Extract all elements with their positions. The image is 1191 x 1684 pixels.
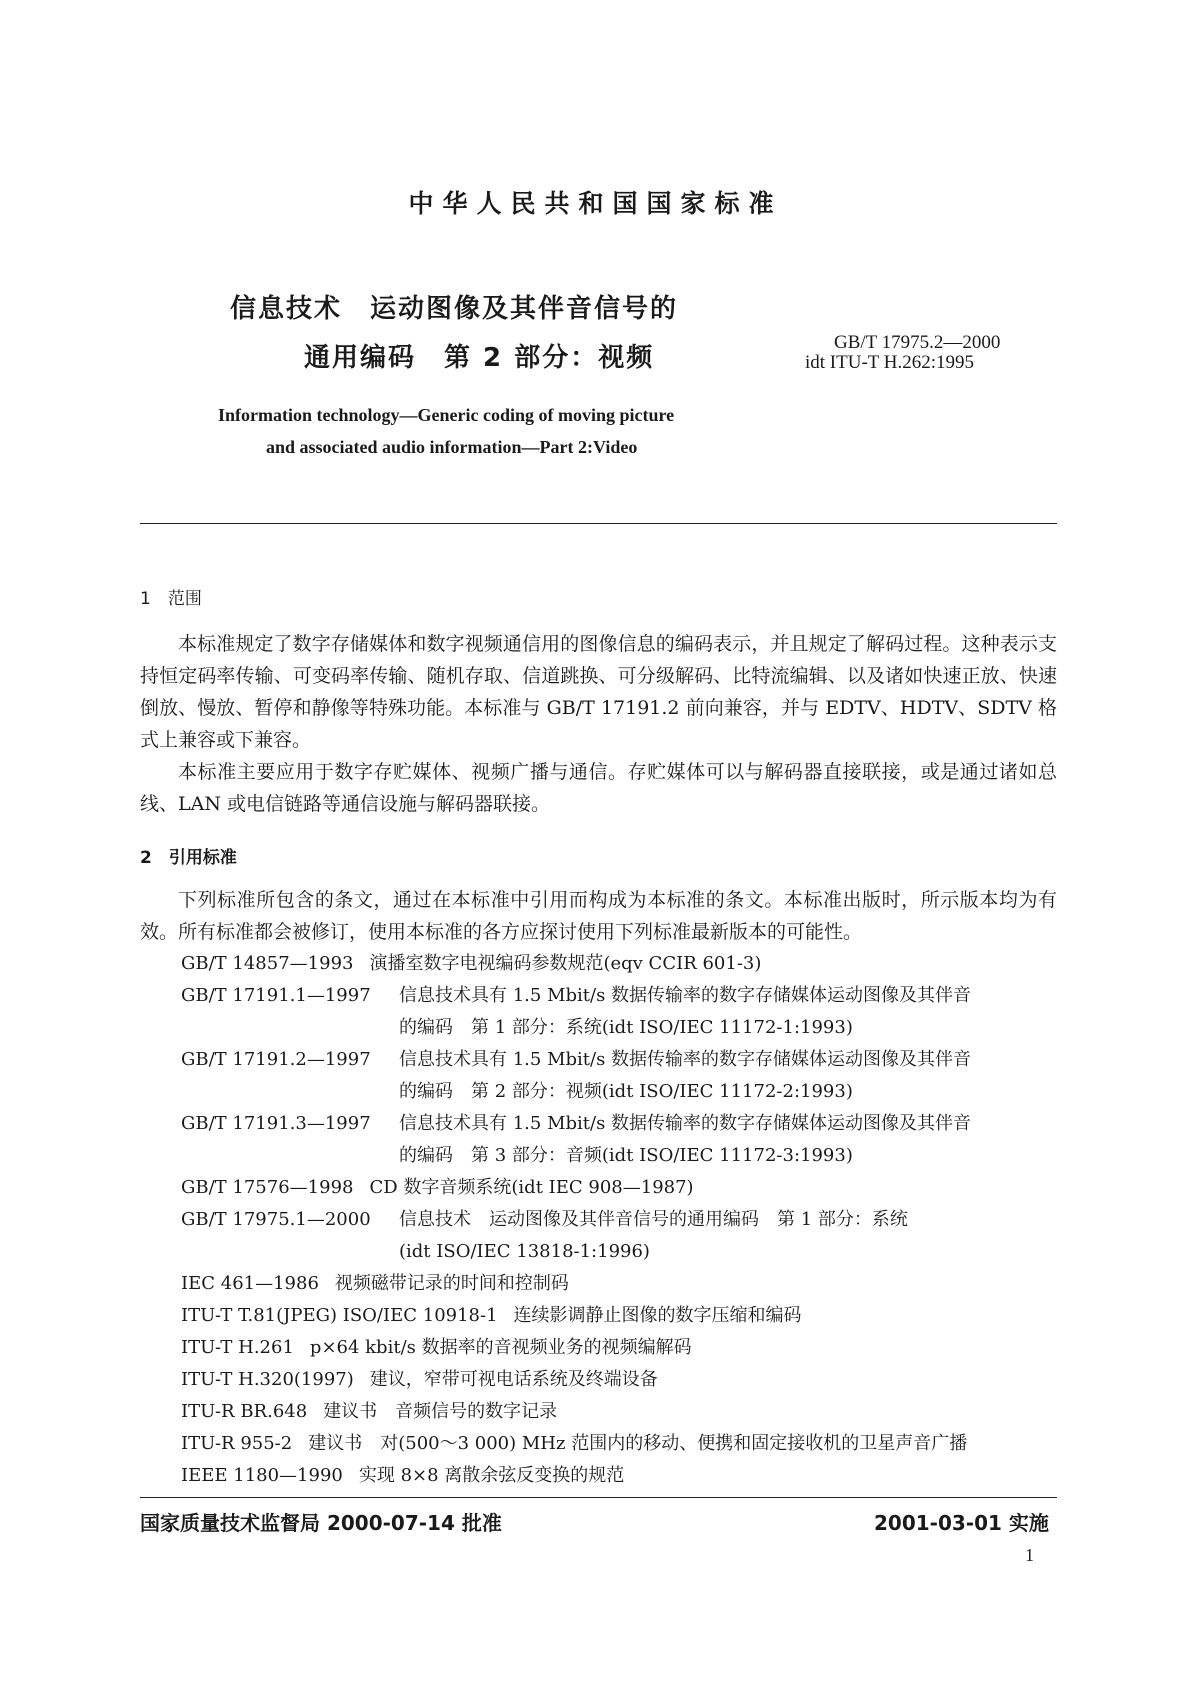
reference-title-continued: (idt ISO/IEC 13818-1:1996) xyxy=(399,1241,650,1262)
reference-code: GB/T 17191.3—1997 xyxy=(181,1113,371,1134)
reference-title: 连续影调静止图像的数字压缩和编码 xyxy=(513,1305,802,1326)
chinese-title-line-1: 信息技术 运动图像及其伴音信号的 xyxy=(230,294,679,324)
standard-number: GB/T 17975.2—2000 xyxy=(834,332,1001,353)
reference-title: 建议，窄带可视电话系统及终端设备 xyxy=(369,1369,658,1390)
reference-item xyxy=(181,1460,624,1492)
reference-item xyxy=(181,1204,908,1236)
section-2-intro: 下列标准所包含的条文，通过在本标准中引用而构成为本标准的条文。本标准出版时，所示版本均为有效。所有标准都会被修订，使用本标准的各方应探讨使用下列标准最新版本的可能性。 xyxy=(140,889,1057,943)
reference-item xyxy=(181,980,971,1012)
national-standard-header: 中华人民共和国国家标准 xyxy=(408,189,783,218)
reference-item xyxy=(181,1396,557,1428)
english-title-line-2: and associated audio information—Part 2:Video xyxy=(266,437,638,457)
footer-divider xyxy=(140,1497,1057,1498)
reference-code: ITU-T H.320(1997) xyxy=(181,1369,354,1390)
reference-code: GB/T 17576—1998 xyxy=(181,1177,354,1198)
page-number: 1 xyxy=(1025,1545,1034,1565)
reference-item xyxy=(181,1172,694,1204)
effective-date: 2001-03-01 实施 xyxy=(874,1511,1049,1535)
reference-code: GB/T 17191.1—1997 xyxy=(181,985,371,1006)
english-title-line-1: Information technology—Generic coding of moving picture xyxy=(218,405,675,425)
reference-title: 建议书 对(500～3 000) MHz 范围内的移动、便携和固定接收机的卫星声音广播 xyxy=(308,1433,968,1454)
section-1-heading: 1 范围 xyxy=(140,589,202,609)
approval-date: 国家质量技术监督局 2000-07-14 批准 xyxy=(140,1511,502,1535)
reference-title: 视频磁带记录的时间和控制码 xyxy=(334,1273,569,1294)
section-2-heading: 2 引用标准 xyxy=(140,848,237,868)
title-divider xyxy=(140,523,1057,524)
reference-code: GB/T 14857—1993 xyxy=(181,953,354,974)
reference-title-continued: 的编码 第 2 部分：视频(idt ISO/IEC 11172-2:1993) xyxy=(399,1081,853,1102)
reference-item xyxy=(181,948,761,980)
reference-title-continued: 的编码 第 1 部分：系统(idt ISO/IEC 11172-1:1993) xyxy=(399,1017,853,1038)
reference-title: 信息技术具有 1.5 Mbit/s 数据传输率的数字存储媒体运动图像及其伴音 xyxy=(399,985,972,1006)
reference-title: CD 数字音频系统(idt IEC 908—1987) xyxy=(369,1177,694,1198)
reference-code: GB/T 17975.1—2000 xyxy=(181,1209,371,1230)
reference-item xyxy=(181,1044,971,1076)
chinese-title-line-2: 通用编码 第 2 部分：视频 xyxy=(304,343,655,373)
section-1-paragraph-2: 本标准主要应用于数字存贮媒体、视频广播与通信。存贮媒体可以与解码器直接联接，或是通过诸如总线、LAN 或电信链路等通信设施与解码器联接。 xyxy=(140,761,1057,815)
reference-item xyxy=(181,1268,569,1300)
reference-code: ITU-R 955-2 xyxy=(181,1433,293,1454)
reference-item xyxy=(181,1364,658,1396)
reference-title: p×64 kbit/s 数据率的音视频业务的视频编解码 xyxy=(309,1337,692,1358)
reference-item xyxy=(181,1108,971,1140)
reference-item xyxy=(181,1300,802,1332)
reference-item xyxy=(181,1428,967,1460)
reference-item xyxy=(181,1332,692,1364)
section-1-paragraph-1: 本标准规定了数字存储媒体和数字视频通信用的图像信息的编码表示，并且规定了解码过程。这种表示支持恒定码率传输、可变码率传输、随机存取、信道跳换、可分级解码、比特流编辑、以及诸如快速正放、快速倒放、慢放、暂停和静像等特殊功能。本标准与 GB/T 17191.2 前向兼容，并与 EDTV、HDTV、SDTV 格式上兼容或下兼容。 xyxy=(140,633,1057,751)
reference-title-continued: 的编码 第 3 部分：音频(idt ISO/IEC 11172-3:1993) xyxy=(399,1145,853,1166)
reference-code: IEC 461—1986 xyxy=(181,1273,319,1294)
reference-title: 实现 8×8 离散余弦反变换的规范 xyxy=(358,1465,625,1486)
standard-equivalence: idt ITU-T H.262:1995 xyxy=(805,352,975,373)
reference-title: 演播室数字电视编码参数规范(eqv CCIR 601-3) xyxy=(369,953,762,974)
reference-title: 建议书 音频信号的数字记录 xyxy=(323,1401,558,1422)
reference-code: ITU-T T.81(JPEG) ISO/IEC 10918-1 xyxy=(181,1305,498,1326)
reference-code: ITU-T H.261 xyxy=(181,1337,294,1358)
reference-title: 信息技术具有 1.5 Mbit/s 数据传输率的数字存储媒体运动图像及其伴音 xyxy=(399,1113,972,1134)
reference-code: ITU-R BR.648 xyxy=(181,1401,308,1422)
reference-title: 信息技术 运动图像及其伴音信号的通用编码 第 1 部分：系统 xyxy=(399,1209,908,1230)
reference-code: IEEE 1180—1990 xyxy=(181,1465,343,1486)
reference-code: GB/T 17191.2—1997 xyxy=(181,1049,371,1070)
reference-title: 信息技术具有 1.5 Mbit/s 数据传输率的数字存储媒体运动图像及其伴音 xyxy=(399,1049,972,1070)
